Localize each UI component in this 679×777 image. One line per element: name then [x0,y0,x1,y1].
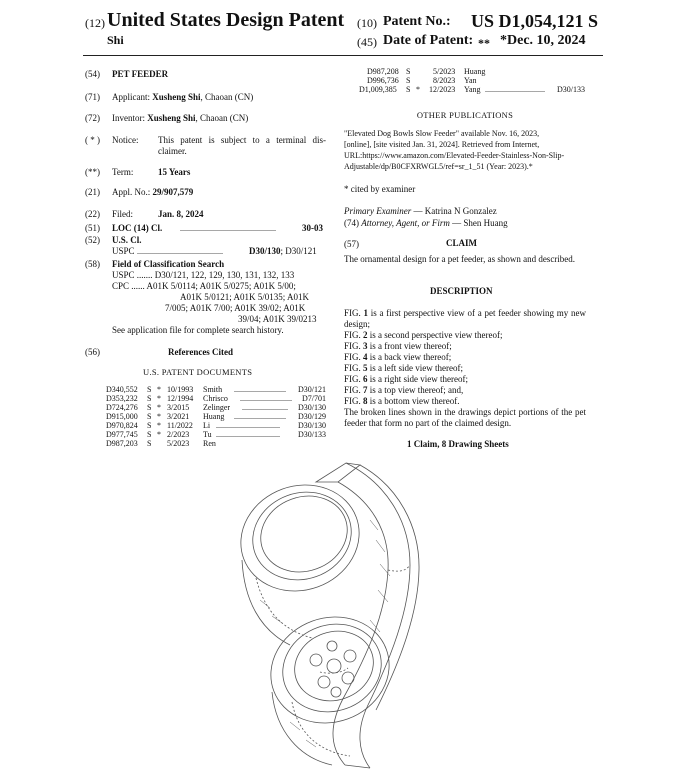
ref-date: 5/2023 [167,439,190,448]
ref-class: D30/130 [298,403,326,412]
fig-2-description [344,330,586,341]
date-label: Date of Patent: [383,33,474,48]
code-12: (12) [85,16,105,30]
ref-kind: S [406,85,411,94]
code-21: (21) [85,187,100,197]
ref-dots: .......................... [234,412,286,421]
ref-date: 10/1993 [167,385,194,394]
ref-kind: S [406,67,411,76]
patent-number: US D1,054,121 S [471,11,599,31]
document-title: United States Design Patent [107,9,345,31]
ref-number: D970,824 [106,421,138,430]
ref-star: * [416,85,420,94]
ref-name: Tu [203,430,212,439]
field-search-cpc-1: CPC ...... A01K 5/0114; A01K 5/0275; A01K 5/00; [112,281,296,291]
ref-name: Huang [203,412,225,421]
term-value: 15 Years [158,167,191,177]
inventor-label: Inventor: [112,113,145,123]
references-table-right [359,67,585,97]
fig-text: is a bottom view thereof. [367,396,460,406]
inventor-surname: Shi [107,33,124,47]
fig-label: FIG. [344,308,364,318]
field-search-cpc-3: 7/005; A01K 7/00; A01K 39/02; A01K [165,303,306,313]
ref-number: D987,203 [106,439,138,448]
ref-name: Zelinger [203,403,231,412]
code-notice: ( * ) [85,135,100,145]
notice-text: This patent is subject to a terminal dis-claimer. [158,135,326,156]
ref-number: D915,000 [106,412,138,421]
ref-date: 12/1994 [167,394,194,403]
ref-kind: S [147,385,152,394]
attorney-line [344,218,508,229]
ref-date: 2/2023 [167,430,190,439]
date-of-patent: *Dec. 10, 2024 [500,33,586,48]
ref-name: Ren [203,439,216,448]
ref-dots: .............................. [485,85,545,94]
references-cited-heading: References Cited [168,347,234,357]
ref-class: D30/130 [298,421,326,430]
primary-examiner-name: — Katrina N Gonzalez [411,206,497,216]
loc-label: LOC (14) Cl. [112,223,163,233]
fig-text: is a top view thereof; and, [367,385,464,395]
uspc-dots: ........................................... [137,247,223,256]
uspc-other-class: ; D30/121 [280,246,317,256]
filed-label: Filed: [112,209,134,219]
field-search-cpc-4: 39/04; A01K 39/0213 [238,314,317,324]
loc-dots: ................................................ [180,224,276,233]
design-title: PET FEEDER [112,69,169,79]
other-publications-heading: OTHER PUBLICATIONS [416,110,514,120]
fig-number: 2 [363,330,368,340]
ref-date: 11/2022 [167,421,193,430]
patent-no-label: Patent No.: [383,14,451,29]
fig-text: is a left side view thereof; [367,363,463,373]
ref-name: Yan [464,76,477,85]
code-74: (74) [344,218,359,228]
code-term: (**) [85,167,100,177]
fig-label: FIG. [344,396,364,406]
ref-number: D977,745 [106,430,138,439]
ref-number: D1,009,385 [359,85,397,94]
filed-date: Jan. 8, 2024 [158,209,204,219]
code-22: (22) [85,209,100,219]
attorney-name: — Shen Huang [449,218,508,228]
ref-number: D340,552 [106,385,138,394]
term-label: Term: [112,167,134,177]
code-54: (54) [85,69,100,79]
attorney-label: Attorney, Agent, or Firm [361,218,450,228]
code-45: (45) [357,35,377,49]
inventor-name: Xusheng Shi [147,113,196,123]
fig-text: is a back view thereof; [367,352,452,362]
fig-number: 4 [363,352,368,362]
uspc-label: USPC [112,246,135,256]
ref-kind: S [147,421,152,430]
fig-number: 6 [363,374,368,384]
fig-label: FIG. [344,341,364,351]
ref-name: Smith [203,385,223,394]
uspc-classes [249,246,317,257]
notice-label: Notice: [112,135,139,145]
fig-3-description [344,341,586,352]
ref-kind: S [147,430,152,439]
fig-number: 5 [363,363,368,373]
other-pub-line-3: URL:https://www.amazon.com/Elevated-Feeder-Stainless-Non-Slip- [344,151,565,160]
slow-feeder-insert [310,641,356,697]
fig-number: 7 [363,385,368,395]
ref-kind: S [147,403,152,412]
ref-name: Huang [464,67,486,76]
code-56: (56) [85,347,100,357]
ref-date: 8/2023 [433,76,456,85]
fig-number: 1 [363,308,369,318]
ref-name: Chrisco [203,394,228,403]
uspc-main-class: D30/130 [249,246,281,256]
ref-class: D30/129 [298,412,326,421]
ref-star: * [157,412,161,421]
ref-number: D353,232 [106,394,138,403]
fig-label: FIG. [344,330,364,340]
ref-kind: S [147,412,152,421]
ref-star: * [157,385,161,394]
other-publication-entry [344,128,586,172]
date-stars: ** [478,36,490,50]
ref-number: D987,208 [367,67,399,76]
fig-7-description [344,385,586,396]
ref-number: D724,276 [106,403,138,412]
us-cl-label: U.S. Cl. [112,235,142,245]
description-heading: DESCRIPTION [430,286,493,296]
claim-text: The ornamental design for a pet feeder, as shown and described. [344,254,576,264]
fig-text: is a front view thereof; [367,341,452,351]
broken-lines-statement: The broken lines shown in the drawings depict portions of the pet feeder that form no part of the claimed design. [344,407,586,428]
ref-dots: .......................... [240,394,292,403]
applicant-label: Applicant: [112,92,150,102]
ref-star: * [157,403,161,412]
ref-kind: S [147,394,152,403]
fig-label: FIG. [344,363,364,373]
ref-dots: ................................ [216,421,280,430]
ref-dots: ....................... [242,403,288,412]
loc-value: 30-03 [302,223,323,233]
primary-examiner-line [344,206,497,217]
pet-feeder-drawing [220,460,460,772]
search-history-note: See application file for complete search history. [112,325,284,335]
claim-heading: CLAIM [446,238,477,248]
ref-dots: ................................ [216,430,280,439]
ref-date: 3/2021 [167,412,190,421]
fig-number: 8 [363,396,368,406]
ref-class: D30/133 [557,85,585,94]
other-pub-line-1: "Elevated Dog Bowls Slow Feeder" available Nov. 16, 2023, [344,129,540,138]
fig-label: FIG. [344,352,364,362]
fig-text: is a second perspective view thereof; [367,330,503,340]
feeder-frame [316,463,419,768]
ref-dots: .......................... [234,385,286,394]
inventor-location: , Chaoan (CN) [195,113,249,123]
claims-sheets-summary: 1 Claim, 8 Drawing Sheets [407,439,509,449]
appl-no-label: Appl. No.: [112,187,151,197]
other-pub-line-4: Adjustable/dp/B0CFXRWGL5/ref=sr_1_51 (Year: 2023).* [344,162,533,171]
header-rule [83,55,603,56]
fig-8-description [344,396,586,407]
fig-number: 3 [363,341,368,351]
ref-star: * [157,421,161,430]
references-table-left [106,385,326,455]
ref-kind: S [147,439,152,448]
applicant-location: , Chaoan (CN) [200,92,254,102]
fig-label: FIG. [344,374,364,384]
ref-class: D30/133 [298,430,326,439]
ref-star: * [157,394,161,403]
table-row [359,85,585,95]
fig-1-description [344,308,586,330]
field-search-label: Field of Classification Search [112,259,225,269]
table-row [106,439,326,449]
inventor-line [112,113,248,124]
appl-no-line [112,187,193,198]
ref-date: 5/2023 [433,67,456,76]
fig-label: FIG. [344,385,364,395]
figure-descriptions [344,308,586,429]
ref-star: * [157,430,161,439]
ref-class: D7/701 [302,394,326,403]
ref-name: Li [203,421,211,430]
fig-text: is a first perspective view of a pet feeder showing my new design; [344,308,586,329]
fig-text: is a right side view thereof; [367,374,468,384]
code-57: (57) [344,239,359,249]
fig-5-description [344,363,586,374]
fig-4-description [344,352,586,363]
code-52: (52) [85,235,100,245]
field-search-uspc: USPC ....... D30/121, 122, 129, 130, 131, 132, 133 [112,270,295,280]
ref-kind: S [406,76,411,85]
us-patent-docs-heading: U.S. PATENT DOCUMENTS [143,367,253,377]
code-10: (10) [357,16,377,30]
other-pub-line-2: [online], [site visited Jan. 31, 2024]. Retrieved from Internet, [344,140,540,149]
ref-name: Yang [464,85,481,94]
code-58: (58) [85,259,100,269]
upper-bowl [226,469,374,645]
ref-date: 12/2023 [429,85,456,94]
appl-no-value: 29/907,579 [152,187,194,197]
applicant-line [112,92,253,103]
applicant-name: Xusheng Shi [152,92,201,102]
ref-number: D996,736 [367,76,399,85]
ref-class: D30/121 [298,385,326,394]
code-71: (71) [85,92,100,102]
primary-examiner-label: Primary Examiner [344,206,412,216]
code-51: (51) [85,223,100,233]
code-72: (72) [85,113,100,123]
ref-date: 3/2015 [167,403,190,412]
fig-6-description [344,374,586,385]
field-search-cpc-2: A01K 5/0121; A01K 5/0135; A01K [180,292,310,302]
cited-by-examiner: * cited by examiner [344,184,416,194]
